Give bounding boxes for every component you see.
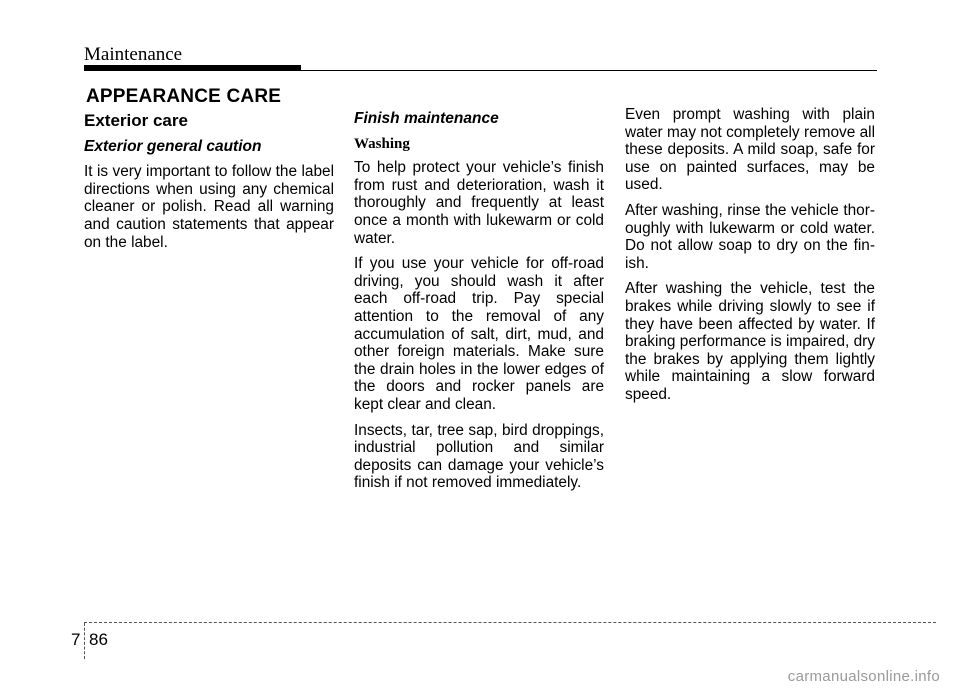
paragraph: After washing, rinse the vehicle thor- oughly with lukewarm or cold water. Do not allow soap to dry on the fin- ish. bbox=[625, 201, 875, 272]
paragraph: It is very important to follow the label directions when using any chemical cleaner or polish. Read all warning and caution statements that appear on the label. bbox=[84, 163, 334, 251]
paragraph: To help protect your vehicle’s finish from rust and deterioration, wash it thoroughly and frequently at least once a month with lukewarm or cold water. bbox=[354, 159, 604, 247]
footer-rule bbox=[84, 622, 936, 623]
column-middle bbox=[354, 110, 604, 500]
paragraph: After washing the vehicle, test the brakes while driving slowly to see if they have been affected by water. If braking performance is impaired, dry the brakes by applying them lightly while maintaining a slow forward speed. bbox=[625, 280, 875, 403]
header-rule-thin bbox=[301, 70, 877, 71]
header-rule-thick bbox=[84, 65, 301, 71]
footer-divider bbox=[84, 623, 85, 659]
subheading-exterior-general-caution: Exterior general caution bbox=[84, 137, 262, 155]
subheading-finish-maintenance: Finish maintenance bbox=[354, 110, 499, 127]
paragraph: If you use your vehicle for off-road driving, you should wash it after each off-road trip. Pay special attention to the removal of any accumulation of salt, dirt, mud, and other foreign materials. Make sure the drain holes in the lower edges of the doors and rocker panels are kept clear and clean. bbox=[354, 255, 604, 413]
chapter-number: 7 bbox=[71, 630, 81, 649]
paragraph: Even prompt washing with plain water may not completely remove all these deposits. A mild soap, safe for use on painted surfaces, may be used. bbox=[625, 106, 875, 194]
watermark: carmanualsonline.info bbox=[787, 668, 940, 685]
section-title: APPEARANCE CARE bbox=[86, 86, 282, 107]
column-right bbox=[625, 106, 875, 412]
minor-heading-washing: Washing bbox=[354, 135, 410, 152]
paragraph: Insects, tar, tree sap, bird droppings, industrial pollution and similar deposits can damage your vehicle’s finish if not removed immediately. bbox=[354, 421, 604, 492]
column-left bbox=[84, 110, 334, 259]
page-number: 86 bbox=[89, 630, 108, 649]
running-header: Maintenance bbox=[84, 44, 183, 65]
heading-exterior-care: Exterior care bbox=[84, 111, 188, 130]
